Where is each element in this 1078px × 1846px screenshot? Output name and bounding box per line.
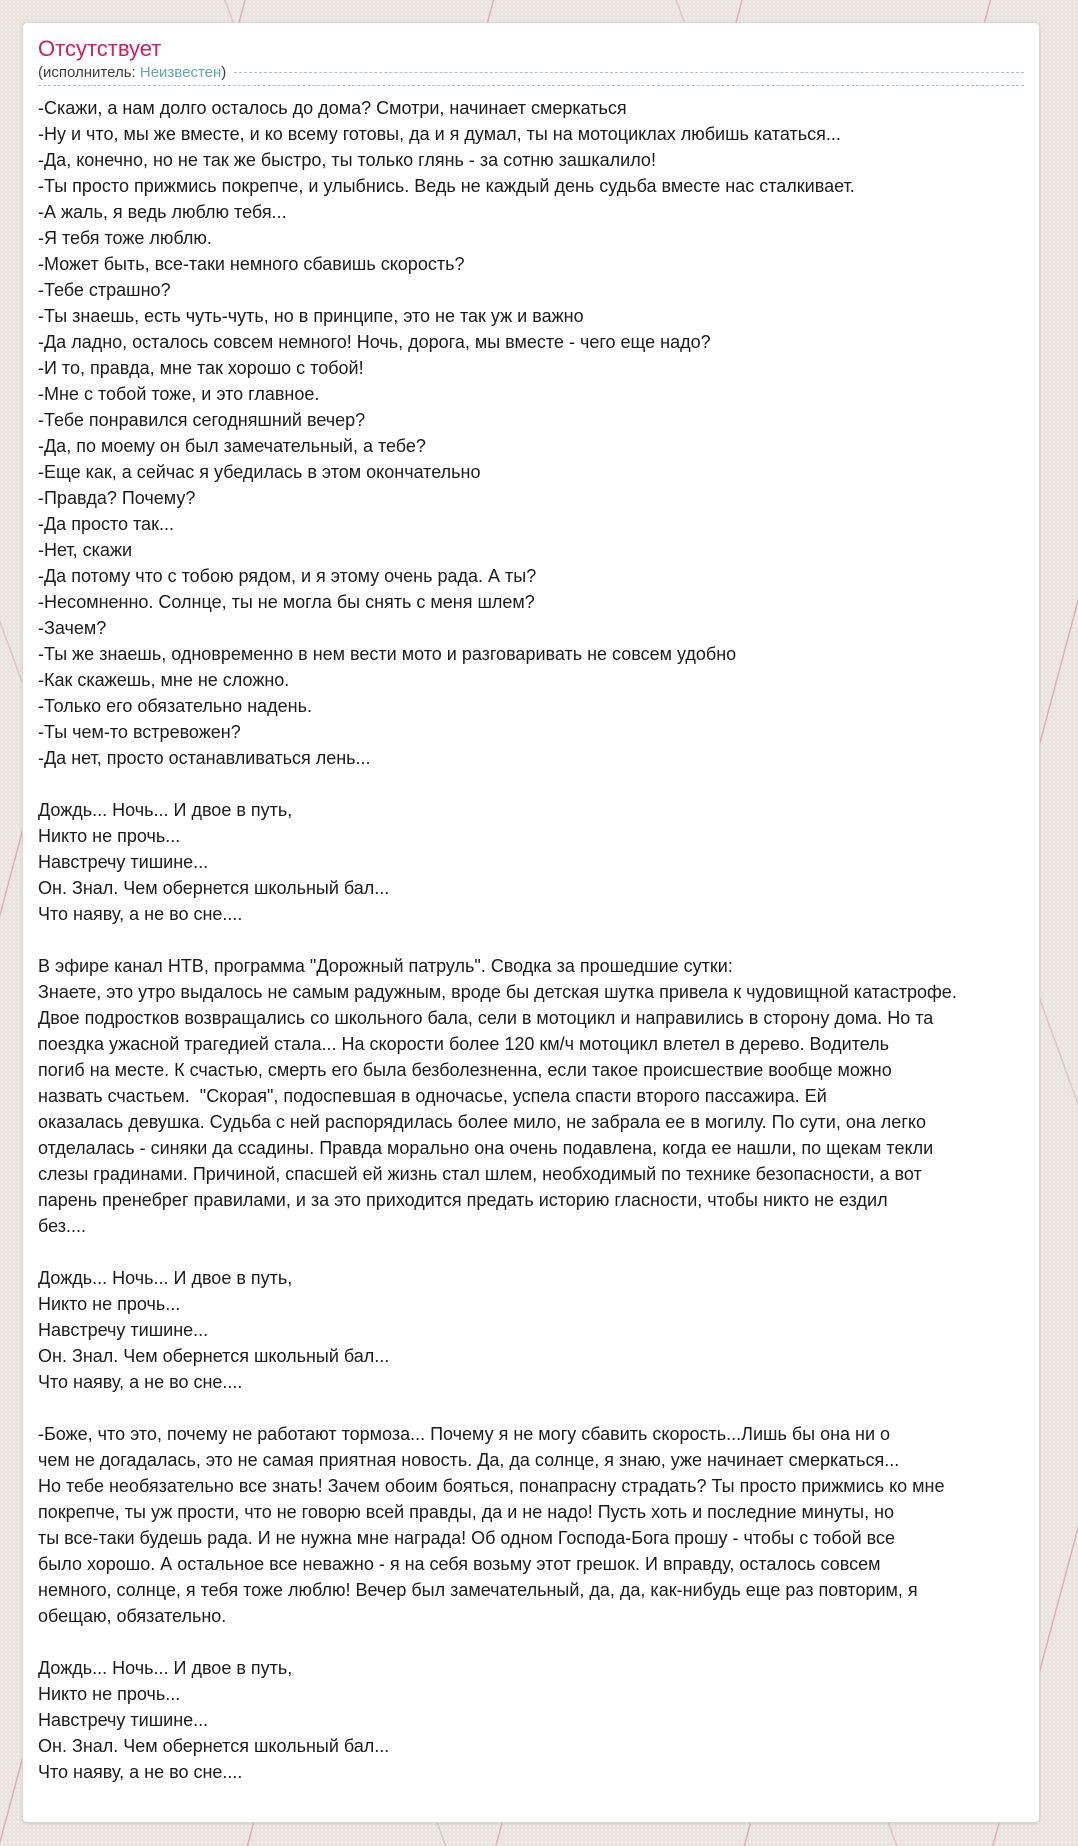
lyrics-blank-line — [38, 1395, 1024, 1421]
lyrics-line: Навстречу тишине... — [38, 852, 209, 872]
lyrics-line: погиб на месте. К счастью, смерть его была безболезненна, если такое происшествие вообще можно — [38, 1060, 892, 1080]
lyrics-line: -А жаль, я ведь люблю тебя... — [38, 202, 287, 222]
lyrics-blank-line — [38, 927, 1024, 953]
lyrics-line: -Да потому что с тобою рядом, и я этому очень рада. А ты? — [38, 566, 537, 586]
lyrics-blank-line — [38, 771, 1024, 797]
lyrics-line: -Правда? Почему? — [38, 488, 196, 508]
lyrics-line: -Да ладно, осталось совсем немного! Ночь, дорога, мы вместе - чего еще надо? — [38, 332, 711, 352]
lyrics-text — [38, 95, 1024, 1785]
lyrics-line: было хорошо. А остальное все неважно - я на себя возьму этот грешок. И вправду, осталось совсем — [38, 1554, 881, 1574]
lyrics-line: -Нет, скажи — [38, 540, 133, 560]
lyrics-line: -Боже, что это, почему не работают тормоза... Почему я не могу сбавить скорость...Лишь бы она ни о — [38, 1424, 891, 1444]
lyrics-line: Навстречу тишине... — [38, 1710, 209, 1730]
lyrics-line: -Тебе понравился сегодняшний вечер? — [38, 410, 366, 430]
lyrics-line: -И то, правда, мне так хорошо с тобой! — [38, 358, 364, 378]
lyrics-line: чем не догадалась, это не самая приятная новость. Да, да солнце, я знаю, уже начинает смеркаться... — [38, 1450, 900, 1470]
lyrics-line: -Я тебя тоже люблю. — [38, 228, 212, 248]
lyrics-line: обещаю, обязательно. — [38, 1606, 227, 1626]
lyrics-line: -Ты же знаешь, одновременно в нем вести мото и разговаривать не совсем удобно — [38, 644, 737, 664]
lyrics-line: -Только его обязательно надень. — [38, 696, 312, 716]
artist-leader-dashes — [234, 72, 1024, 73]
lyrics-line: поездка ужасной трагедией стала... На скорости более 120 км/ч мотоцикл влетел в дерево. Водитель — [38, 1034, 890, 1054]
lyrics-line: Дождь... Ночь... И двое в путь, — [38, 1268, 293, 1288]
lyrics-line: Дождь... Ночь... И двое в путь, — [38, 1658, 293, 1678]
lyrics-line: Никто не прочь... — [38, 1684, 181, 1704]
lyrics-line: -Скажи, а нам долго осталось до дома? Смотри, начинает смеркаться — [38, 98, 627, 118]
lyrics-line: немного, солнце, я тебя тоже люблю! Вечер был замечательный, да, да, как-нибудь еще раз повторим, я — [38, 1580, 918, 1600]
lyrics-line: Никто не прочь... — [38, 1294, 181, 1314]
lyrics-line: В эфире канал НТВ, программа "Дорожный патруль". Сводка за прошедшие сутки: — [38, 956, 733, 976]
lyrics-line: слезы градинами. Причиной, спасшей ей жизнь стал шлем, необходимый по технике безопасности, а вот — [38, 1164, 922, 1184]
lyrics-line: -Да, конечно, но не так же быстро, ты только глянь - за сотню зашкалило! — [38, 150, 656, 170]
lyrics-line: Он. Знал. Чем обернется школьный бал... — [38, 1346, 390, 1366]
lyrics-line: ты все-таки будешь рада. И не нужна мне награда! Об одном Господа-Бога прошу - чтобы с тобой все — [38, 1528, 895, 1548]
lyrics-line: -Зачем? — [38, 618, 107, 638]
lyrics-line: Двое подростков возвращались со школьного бала, сели в мотоцикл и направились в сторону дома. Но та — [38, 1008, 934, 1028]
lyrics-line: отделалась - синяки да ссадины. Правда морально она очень подавлена, когда ее нашли, по щекам текли — [38, 1138, 934, 1158]
artist-label: (исполнитель: — [38, 64, 140, 81]
lyrics-line: -Может быть, все-таки немного сбавишь скорость? — [38, 254, 465, 274]
lyrics-line: парень пренебрег правилами, и за это приходится предать историю гласности, чтобы никто не ездил — [38, 1190, 888, 1210]
lyrics-line: -Да, по моему он был замечательный, а тебе? — [38, 436, 426, 456]
lyrics-line: -Ну и что, мы же вместе, и ко всему готовы, да и я думал, ты на мотоциклах любишь кататься... — [38, 124, 841, 144]
lyrics-line: -Да просто так... — [38, 514, 174, 534]
lyrics-line: Он. Знал. Чем обернется школьный бал... — [38, 1736, 390, 1756]
lyrics-line: Что наяву, а не во сне.... — [38, 1762, 243, 1782]
lyrics-line: -Несомненно. Солнце, ты не могла бы снять с меня шлем? — [38, 592, 535, 612]
lyrics-line: -Еще как, а сейчас я убедилась в этом окончательно — [38, 462, 481, 482]
lyrics-line: -Ты просто прижмись покрепче, и улыбнись. Ведь не каждый день судьба вместе нас сталкивает. — [38, 176, 855, 196]
lyrics-line: Что наяву, а не во сне.... — [38, 904, 243, 924]
artist-row — [38, 63, 1024, 82]
page-title: Отсутствует — [38, 36, 162, 61]
lyrics-line: без.... — [38, 1216, 86, 1236]
lyrics-line: Он. Знал. Чем обернется школьный бал... — [38, 878, 390, 898]
lyrics-line: назвать счастьем. "Скорая", подоспевшая в одночасье, успела спасти второго пассажира. Ей — [38, 1086, 827, 1106]
lyrics-line: -Мне с тобой тоже, и это главное. — [38, 384, 320, 404]
lyrics-line: Знаете, это утро выдалось не самым радужным, вроде бы детская шутка привела к чудовищной катастрофе. — [38, 982, 957, 1002]
lyrics-line: Навстречу тишине... — [38, 1320, 209, 1340]
lyrics-line: -Да нет, просто останавливаться лень... — [38, 748, 371, 768]
lyrics-blank-line — [38, 1629, 1024, 1655]
lyrics-card — [22, 22, 1040, 1823]
lyrics-line: Что наяву, а не во сне.... — [38, 1372, 243, 1392]
lyrics-blank-line — [38, 1239, 1024, 1265]
artist-link[interactable]: Неизвестен — [139, 64, 222, 81]
artist-label-close: ) — [221, 64, 227, 81]
lyrics-line: Но тебе необязательно все знать! Зачем обоим бояться, понапрасну страдать? Ты просто прижмись ко мне — [38, 1476, 945, 1496]
lyrics-line: -Ты чем-то встревожен? — [38, 722, 241, 742]
lyrics-line: Никто не прочь... — [38, 826, 181, 846]
header-divider — [38, 85, 1024, 86]
lyrics-line: покрепче, ты уж прости, что не говорю всей правды, да и не надо! Пусть хоть и последние минуты, но — [38, 1502, 895, 1522]
lyrics-line: Дождь... Ночь... И двое в путь, — [38, 800, 293, 820]
lyrics-line: -Тебе страшно? — [38, 280, 171, 300]
lyrics-line: -Как скажешь, мне не сложно. — [38, 670, 290, 690]
lyrics-line: оказалась девушка. Судьба с ней распорядилась более мило, не забрала ее в могилу. По сути, она легко — [38, 1112, 926, 1132]
lyrics-line: -Ты знаешь, есть чуть-чуть, но в принципе, это не так уж и важно — [38, 306, 584, 326]
